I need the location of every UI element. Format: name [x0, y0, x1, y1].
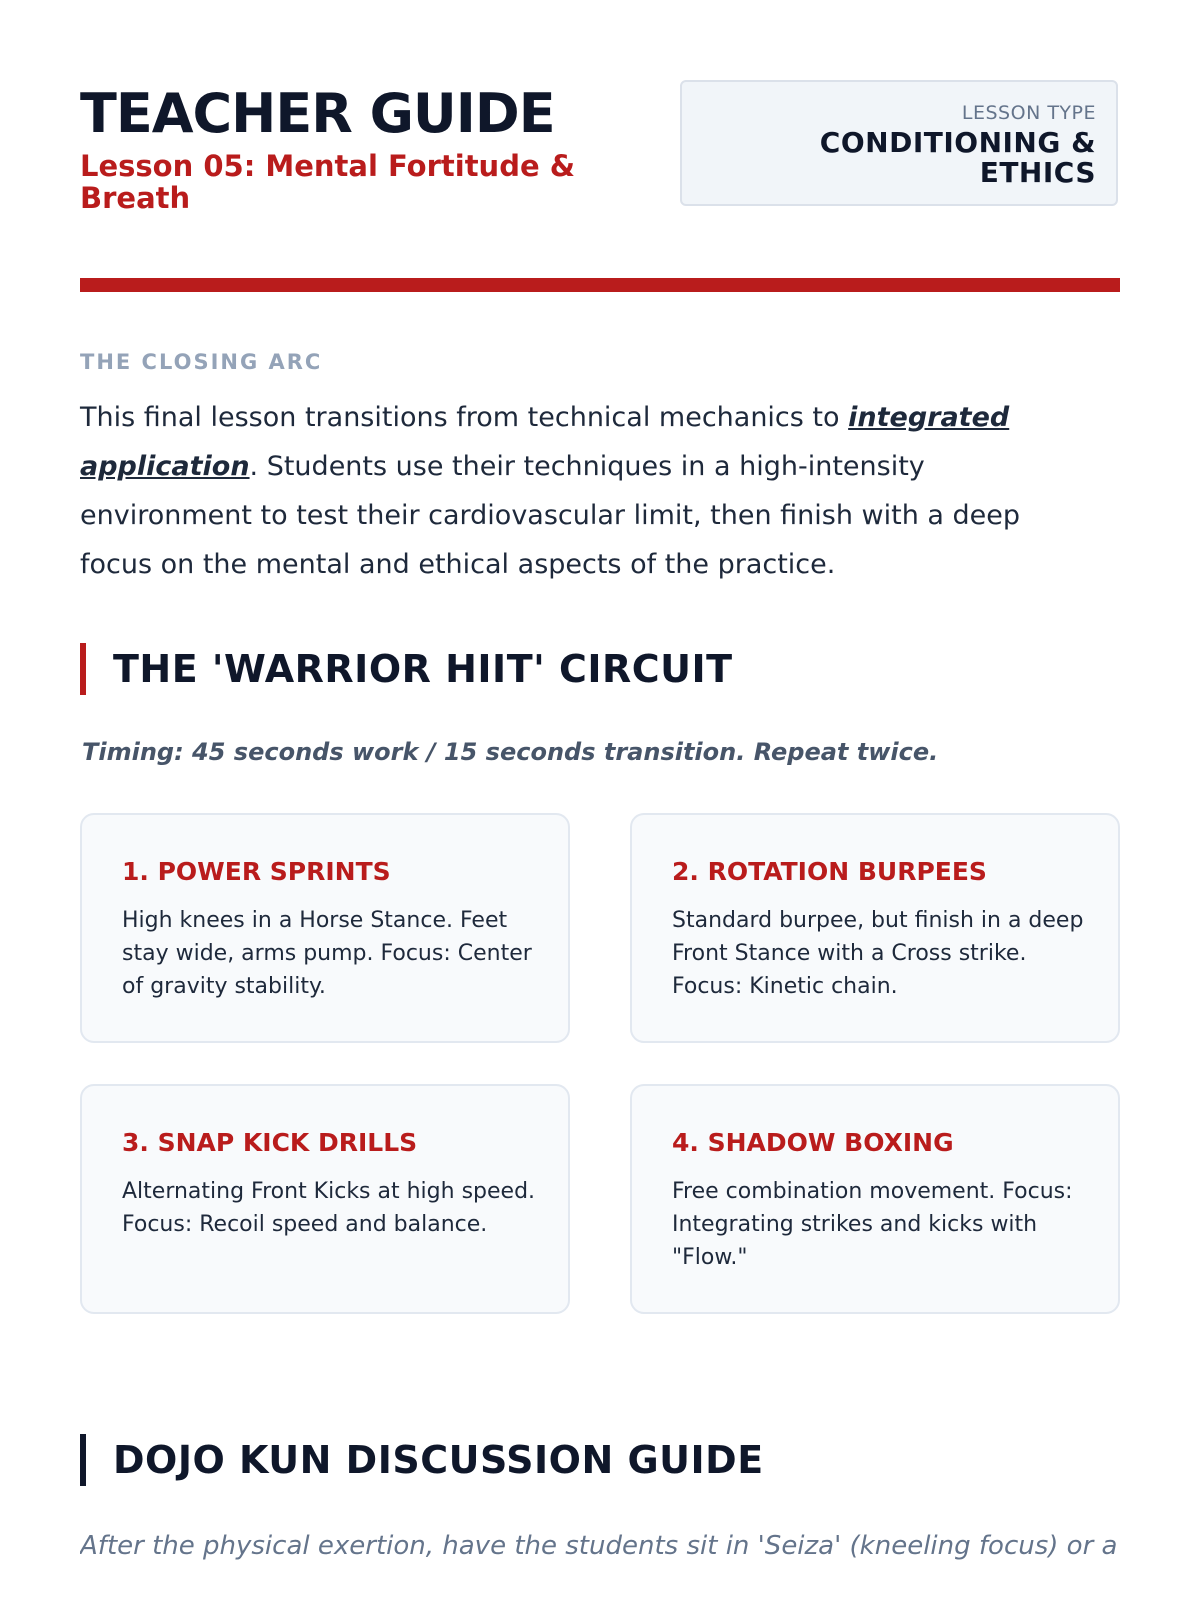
exercise-card-power-sprints	[80, 813, 570, 1043]
exercise-card-title: 3. SNAP KICK DRILLS	[122, 1128, 418, 1157]
closing-arc-kicker: THE CLOSING ARC	[80, 350, 323, 374]
discussion-intro-text: After the physical exertion, have the students sit in 'Seiza' (kneeling focus) or a	[80, 1531, 1118, 1561]
exercise-card-body: Standard burpee, but finish in a deep Front Stance with a Cross strike. Focus: Kinetic chain.	[672, 908, 1084, 999]
circuit-heading-text: THE 'WARRIOR HIIT' CIRCUIT	[113, 647, 733, 691]
header-divider	[80, 278, 1120, 292]
circuit-heading-bar	[80, 643, 86, 695]
lesson-subtitle: Lesson 05: Mental Fortitude & Breath	[80, 149, 576, 215]
exercise-card-body: High knees in a Horse Stance. Feet stay wide, arms pump. Focus: Center of gravity stability.	[122, 908, 532, 999]
guide-header	[80, 80, 1120, 245]
exercise-card-shadow-boxing	[630, 1084, 1120, 1314]
circuit-timing: Timing: 45 seconds work / 15 seconds transition. Repeat twice.	[82, 738, 939, 766]
exercise-card-body: Free combination movement. Focus: Integrating strikes and kicks with "Flow."	[672, 1179, 1073, 1270]
teacher-guide-page	[80, 0, 1120, 1600]
exercise-card-body: Alternating Front Kicks at high speed. Focus: Recoil speed and balance.	[122, 1179, 536, 1237]
dojo-kun-heading-text: DOJO KUN DISCUSSION GUIDE	[113, 1438, 764, 1482]
intro-text-before: This final lesson transitions from technical mechanics to	[80, 402, 849, 433]
dojo-kun-heading	[80, 1434, 1120, 1486]
intro-text-after: . Students use their techniques in a high-intensity environment to test their cardiovascular limit, then finish with a deep focus on the mental and ethical aspects of the practice.	[80, 451, 1021, 580]
exercise-card-title: 2. ROTATION BURPEES	[672, 857, 987, 886]
page-title: TEACHER GUIDE	[80, 82, 555, 145]
lesson-type-label: LESSON TYPE	[961, 102, 1096, 124]
exercise-card-title: 4. SHADOW BOXING	[672, 1128, 954, 1157]
lesson-type-value: CONDITIONING & ETHICS	[819, 126, 1096, 189]
intro-paragraph	[80, 393, 1080, 589]
exercise-card-rotation-burpees	[630, 813, 1120, 1043]
circuit-heading	[80, 643, 1120, 695]
exercise-card-title: 1. POWER SPRINTS	[122, 857, 391, 886]
lesson-type-box	[680, 80, 1118, 206]
intro-emphasis: integrated application	[80, 402, 1010, 482]
exercise-card-snap-kick-drills	[80, 1084, 570, 1314]
dojo-kun-heading-bar	[80, 1434, 86, 1486]
